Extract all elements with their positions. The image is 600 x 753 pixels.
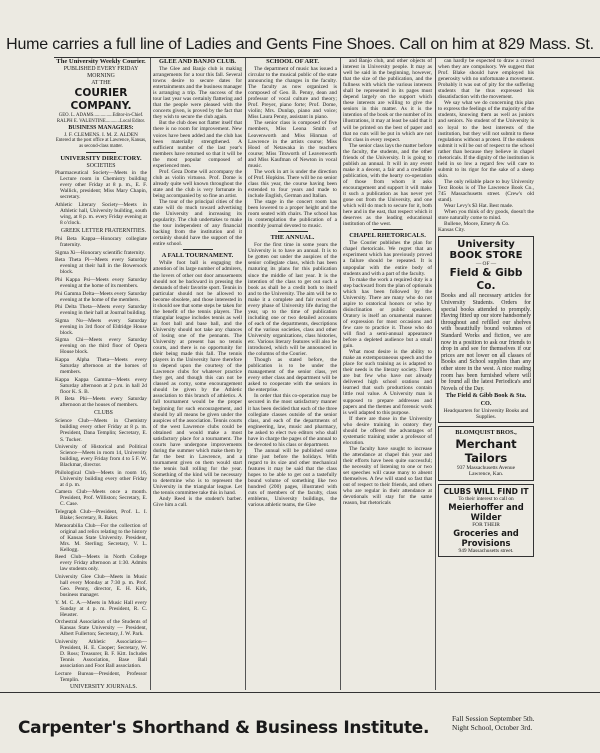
directory-entry: Phi Kappa Psi—Meets every Saturday evening at the home of its members. <box>55 276 147 289</box>
book-store-line2: Field & Gibb Co. <box>449 267 523 293</box>
masthead-company: COURIER COMPANY. <box>70 87 132 112</box>
session-dates: Fall Session September 5th. Night School, October 3rd. <box>452 714 535 732</box>
glee-club-title: GLEE AND BANJO CLUB. <box>158 58 237 65</box>
masthead-editors: GEO. L. ADAMS................Editor-in-Chief. RALPH E. VALENTINE............Local Editor. <box>56 113 146 125</box>
footer-rule <box>0 692 600 693</box>
grocers-address: 949 Massachusetts street. <box>458 547 514 554</box>
grocers-line5: Groceries and Provisions <box>453 527 519 548</box>
chapel-rhetoricals-title: CHAPEL RHETORICALS. <box>349 232 426 240</box>
notice-paragraph: can hardly be expected to draw a crowd when they are compulsory. We suggest that Prof. Blake should have employed his generosity with no unfortunate a movement. Probably it was out of pity for the suffering students that he thus expressed his dissatisfaction with the movement. <box>438 58 534 101</box>
grocers-line4: FOR THEIR <box>472 521 500 528</box>
article-paragraph: While foot ball is engaging the attention of its large number of admirers, the lovers of other out door amusements should not be backward in pressing the demands of their favorite sport. Tennis in particular should not be allowed to become obsolete, and those interested in it should see that some steps be taken for the benefit of the tennis players. The triangular league includes tennis as well as foot ball and base ball, and the University should not take any chances of losing one of the pennants. The University at present has no tennis courts, and there is no opportunity for their being made this fall. The tennis players in the University have therefore to depend upon the courtesy of the Lawrence clubs for whatever practice they get, and though this can not be classed as corny, some encouragement should be given by the Athletic association to this branch of athletics. A fall tournament would be the proper beginning for such encouragement, and should by all means be given under the auspices of the association. Tennis courts of the west Lawrence clubs could be obtained and would make a most satisfactory place for a tournament. The courts have undergone improvements during the summer which make them by far the best in Lawrence, and a tournament given on them would start the tennis ball rolling for the year. Something of the kind will be necessary to determine who is to represent the University in the triangular league. Let the tennis committee take this in hand. <box>153 260 242 497</box>
directory-list <box>55 170 147 690</box>
article-paragraph: and Banjo club, and other objects of interest in University people. It may as well be said in the beginning, however, that the size of the publication, and the fullness with which the various interests shall be represented in its pages must depend largely on the support which these interests are willing to give the seniors in this matter. As it is the intention of the book or the number of its illustrations, it may at least be said that it will be printed on the best of paper and that no cuts will be put in which are not first class in every respect. <box>343 58 432 143</box>
annual-title: THE ANNUAL. <box>270 234 315 242</box>
tailors-address: 937 Massachusetts Avenue Lawrence, Kan. <box>457 465 515 478</box>
masthead-managers: J. F. CLEMENS. I. M. Z. ALDEN <box>64 132 138 139</box>
article-paragraph: For the first time in some years the University is to have an annual. It is to be gotten out under the auspices of the senior collegiate class, which has been maturing its plans for this publication since the middle of last year. It is the intention of the class to get out such a book as shall be a credit both to itself and to the University. The aim will be to make it a complete and fair record of every phase of University life during the year, up to the time of publication including one or two detailed accounts of each of the departments, descriptions of the various societies, class and other University organizations, class histories, etc. Various literary features will also be introduced, which will be announced in the columns of the Courier. <box>248 242 337 358</box>
directory-entry: Camera Club—Meets once a month. President, Prof. Williston; Secretary, E. C. Case. <box>55 489 147 508</box>
hume-shoes-banner: Hume carries a full line of Ladies and Gents Fine Shoes. Call on him at 829 Mass. St. <box>6 36 594 53</box>
directory-entry: Science Club—Meets in Chemistry building every other Friday at 8 p. m. President, Dana Templin; Secretary, E. S. Tucker. <box>55 418 147 443</box>
masthead-managers-title: BUSINESS MANAGERS: <box>68 125 134 132</box>
directory-entry: Athletic Literary Society—Meets in Athletic hall, University building, south wing, at 8 p. m. every Friday evening at 8 o'clock. <box>55 201 147 227</box>
column-chapel-rhetoricals <box>343 58 432 690</box>
book-store-of: — OF — <box>475 261 497 268</box>
article-paragraph: If there are those in the University who desire training in oratory they should be offered the advantages of systematic training under a professor of elocution. <box>343 415 432 446</box>
grocers-line1: CLUBS WILL FIND IT <box>443 486 529 496</box>
directory-entry: Kappa Alpha Theta—Meets every Saturday afternoon at the homes of members. <box>55 357 147 376</box>
article-paragraph: The faculty have sought to increase the attendance at chapel this year and their efforts have been quite successful; the necessity of listening to one or two set speeches will cause many to absent themselves. A few will stand so fast that out of respect to their friends, and others who are regular in their attendance at devotionals will stay for the same reason, but rhetoricals <box>343 445 432 507</box>
directory-entry: Beta Theta Pi—Meets every Saturday evening at their hall in the Bowersock block. <box>55 257 147 276</box>
article-paragraph: The tour of the principal cities of the state will do much toward advertising the University and increasing its popularity. The club undertakes to make the tour independent of any financial backing from the institution and it certainly should have the support of the entire school. <box>153 199 242 248</box>
notice-paragraph: Bullene, Moore, Emery & Co. Kansas City. <box>438 221 510 234</box>
directory-section-heading: CLUBS <box>94 409 113 416</box>
book-store-line1: University BOOK STORE <box>449 239 523 262</box>
directory-title: UNIVERSITY DIRECTORY. <box>60 155 142 163</box>
masthead-published: PUBLISHED EVERY FRIDAY MORNING <box>63 66 139 79</box>
notice-paragraph: The only reliable place to buy University Text Books is of The Lawrence Book Co., 745 Massachusetts street. (Crew's old stand). <box>438 178 534 204</box>
article-paragraph: Prof. Geza Dome will accompany the club as violin virtuoso. Prof. Dome is already quite well known throughout the state and the club is very fortunate in being accompanied by so fine an artist. <box>153 168 242 199</box>
article-paragraph: In order that this co-operation may be secured in the most satisfactory manner it has been decided that each of the three collegiate classes outside of the senior class, and each of the departments of engineering, law, music and pharmacy, be asked to elect two editors who shall have in charge the pages of the annual to be devoted to his class or department. <box>248 393 337 448</box>
article-paragraph: Andy Reed is the student's barber. Give him a call. <box>153 496 242 509</box>
directory-section-heading: GREEK LETTER FRATERNITIES. <box>60 227 147 234</box>
article-paragraph: The department of music has issued a circular to the musical public of the state announcing the changes in the faculty. The faculty as now organized is composed of Geo. B. Penny, dean and professor of vocal culture and theory; Prof. Preyer, piano forte; Prof. Dome, violin; Mrs. Dunlap, piano and voice; Miss Laura Penny, assistant in piano. <box>248 66 337 121</box>
column-school-of-art <box>248 58 337 690</box>
directory-entry: Sigma Nu—Meets every Saturday evening in 3rd floor of Eldridge House block. <box>55 317 147 336</box>
directory-entry: Philological Club—Meets in room 16, University building every other Friday at 4 p. m. <box>55 469 147 488</box>
directory-entry: Lecture Bureau—President, Professor Templin. <box>55 670 147 683</box>
directory-entry: Kappa Kappa Gamma—Meets every Saturday afternoon at 2 p.m. in hall 2d floor K. S. B. <box>55 376 147 395</box>
directory-entry: Phi Beta Kappa—Honorary collegiate fraternity. <box>55 236 147 249</box>
grocers-ad <box>438 484 534 557</box>
book-store-body: Books and all necessary articles for University Students. Orders for special books attended to promptly. Having fitted up our store handsomely throughout and refilled our shelves with beautifully bound volumes of Standard Works and fiction, we are now in a position to ask our friends to drop in and see for themselves if our prices are not lower on all classes of Books and School supplies than any other store in the west. A nice reading room has been furnished where will be found all the latest Periodica's and Novels of the Day. <box>441 293 531 392</box>
grocers-line2: To their interest to call on <box>458 495 514 502</box>
directory-entry: University Athletic Association—President, H. E. Cooper; Secretary, W. D. Ross; Treasurer, B. F. Kitt. Includes Tennis Association, Base Ball association and Foot Ball association. <box>55 638 147 670</box>
tailors-top: BLOMQUIST BROS., <box>455 429 517 437</box>
directory-entry: Y. M. C. A.—Meets in Music Hall every Sunday at 4 p. m. President, R. C. Heuster. <box>55 599 147 618</box>
article-paragraph: The Glee and Banjo club is making arrangements for a tour this fall. Several towns desire to secure dates for entertainments and the business manager is arranging a trip. The success of the tour last year was certainly flattering and that the people were pleased with the concerts given, is proved by the fact that they wish to secure the club again. <box>153 66 242 121</box>
grocers-line3: Meierhoffer and Wilder <box>448 501 524 522</box>
article-paragraph: The work in art is under the direction of Prof. Hopkins. There will be no senior class this year, the course having been extended to four years and made to include English, German and Italian. <box>248 168 337 199</box>
article-paragraph: But the club does not flatter itself that there is no room for improvement. New voices have been added and the club has been materially strengthened. A sufficient number of the last year's members have returned so that it will be the most popular composed of experienced men. <box>153 120 242 169</box>
directory-entry: Telegraph Club—President, Prof. L. I. Blake; Secretary, R. Baker. <box>55 509 147 522</box>
article-paragraph: The annual will be published some time just before the holidays. With regard to its size and other mechanical features it may be said that the class hopes to be able to get out a tastefully bound volume of something like two hundred (200) pages, illustrated with cuts of members of the faculty, class emblems, University buildings, the various athletic teams, the Glee <box>248 447 337 509</box>
directory-entry: Pi Beta Phi—Meets every Saturday afternoon at the houses of members. <box>55 396 147 409</box>
masthead-at-the: AT THE <box>91 80 111 86</box>
article-paragraph: Though as stated before, the publication is to be under the management of the senior class, yet every other class and department will be asked to cooperate with the seniors in the enterprise. <box>248 357 337 394</box>
directory-entry: Phi Delta Theta—Meets every Saturday evening in their hall at Journal building. <box>55 304 147 317</box>
directory-sub: SOCIETIES <box>86 163 116 170</box>
masthead-name: The University Weekly Courier. <box>56 58 146 65</box>
school-of-art-title: SCHOOL OF ART. <box>266 58 319 65</box>
directory-entry: Pharmaceutical Society—Meets in the Lecture room in Chemistry building every other Friday at 8 p. m., E. F. Wallick, president; Miss Mary Chapin, secretary. <box>55 170 147 201</box>
column-glee-club <box>153 58 242 690</box>
directory-entry: University of Historical and Political Science—Meets in room 14, University building, every Friday from 4 to 5 F. W. Blackmar, director. <box>55 444 147 469</box>
directory-entry: Sigma Xi—Honorary scientific fraternity. <box>55 249 146 256</box>
book-store-company: The Field & Gibb Book & Sta. CO. <box>445 392 527 408</box>
carpenter-institute-ad: Carpenter's Shorthand & Business Institute. <box>18 718 430 738</box>
article-paragraph: The senior class lays the matter before the faculty, the students, and the other friends of the University. It is going to publish an annual. It will in any event make it a decent, a fair and a creditable publication, with the hearty co-operation of those from whom it asks encouragement and support it will make it such a publication as has never yet gone out from the University, and one which will do much to secure for it, both here and in the east, that respect which it deserves as the leading educational institution of the west. <box>343 142 432 228</box>
column-directory <box>55 58 147 690</box>
book-store-foot: Headquarters for University Books and Supplies. <box>443 408 529 421</box>
column-ads <box>438 58 534 690</box>
directory-section-heading: UNIVERSITY JOURNALS. <box>69 684 138 690</box>
footer-ad <box>0 695 600 753</box>
fall-tournament-title: A FALL TOURNAMENT. <box>161 252 234 260</box>
directory-entry: University Glee Club—Meets in Music hall every Monday at 7:30 p. m. Prof. Geo. Penny, director, E. H. Kirk, business manager. <box>55 574 147 599</box>
notice-paragraph: Wear Levy's $3 Hat. Best made. <box>444 203 514 210</box>
directory-entry: Phi Gamma Delta—Meets every Saturday evening at the home of the members. <box>55 290 147 303</box>
article-paragraph: To make the work a required duty is a step backward from the plan of optionals which has been followed by the University. There are many who do not aspire to oratorical honors or who by disinclination or public speakers. Oratory is itself an ornamental manner of expression for most occasions and few care to practice it. Those who do will find a semi-annual appearance before a depleted audience but a small gain. <box>343 276 432 350</box>
directory-entry: Reed Club—Meets in North College every Friday afternoon at 1:30. Admits law students only. <box>55 554 147 573</box>
article-paragraph: The Courier publishes the plan for chapel rhetoricals. We regret that an experiment which has previously proved a failure should be repeated. It is unpopular with the entire body of students and with a part of the faculty. <box>343 240 432 277</box>
notice-paragraph: When you think of dry goods, doesn't the store naturally come to mind. <box>438 209 534 222</box>
article-paragraph: The senior class is composed of five members, Miss Leona Smith of Leavenworth and Miss Hinman of Lawrence in the artists course; Miss Hood of Netawaka in the teachers course; Miss Titsworth of Leavenworth and Miss Kaufman of Newton in vocal music. <box>248 120 337 169</box>
directory-entry: Orchestral Association of the Students of Kansas State University — President, Albert Fullerton; Secretary, J. W. Park. <box>55 619 147 638</box>
tailors-name: Merchant Tailors <box>455 437 517 466</box>
masthead-entered: Entered at the post office at Lawrence, Kansas, as second-class matter. <box>55 138 147 150</box>
directory-entry: Sigma Chi—Meets every Saturday evening on the third floor of Opera House block. <box>55 337 147 356</box>
book-store-ad <box>438 236 534 423</box>
article-paragraph: What most desire is the ability to make an extemporaneous speech and the place for such training as is adapted to their needs is the literary society. There are but few who have not already delivered high school orations and learned that such productions contain little real value. A University man is supposed to prepare addresses and papers and the themes and forensic work is well adapted to this purpose. <box>343 349 432 416</box>
article-paragraph: The stage in the concert room has been lowered to a proper height and the room seated with chairs. The school has in contemplation the publication of a monthly journal devoted to music. <box>248 199 337 230</box>
directory-entry: Memorabilia Club—For the collection of original and relics relating to the history of Kansas State University. President, Mrs. M. Sterling; Secretary, V. L. Kellogg. <box>55 522 147 553</box>
notice-paragraph: We say what we do concerning this plan to express the feelings of the majority of the students, knowing them as well as juniors and seniors. No student of the University is so loyal to the best interests of the institution, but they will not submit to these regulations without a protest. If the students submit it will be out of respect to the school rather than because they believe in chapel rhetoricals. If the dignity of the institution is held in so low a regard few will care to submit to its rigor for the sake of a sheep skin. <box>438 100 534 179</box>
tailors-ad <box>438 426 534 480</box>
